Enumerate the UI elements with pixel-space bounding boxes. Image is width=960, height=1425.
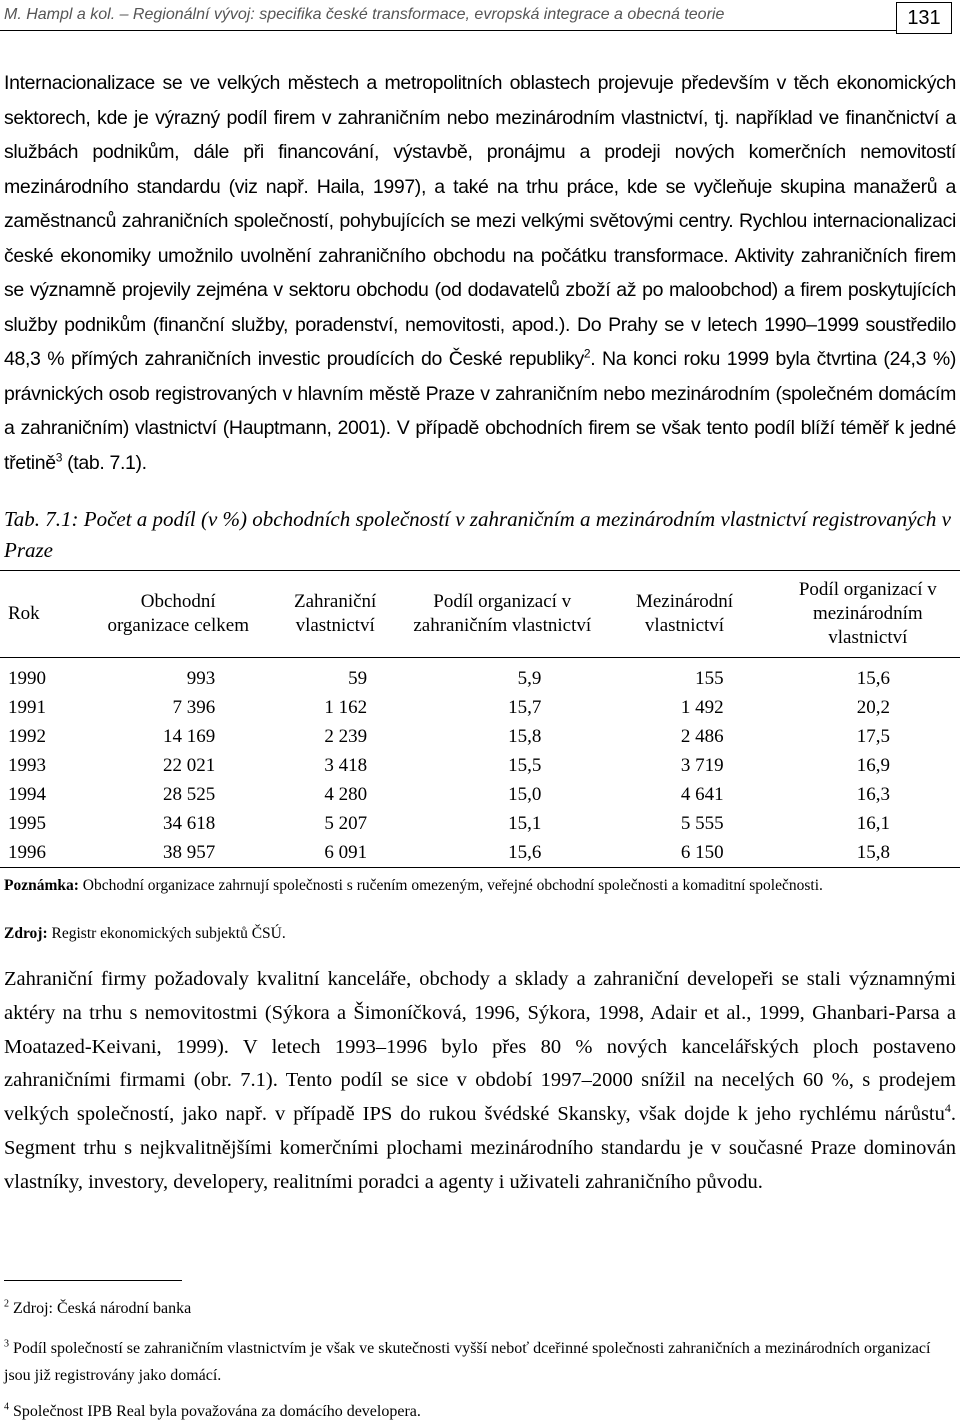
table-cell: 6 150	[593, 838, 775, 868]
table-note	[4, 874, 954, 898]
table-cell: 22 021	[162, 755, 216, 776]
note-text: Obchodní organizace zahrnují společnosti s ručením omezeným, veřejné obchodní společnosti a komaditní společnosti.	[78, 877, 823, 894]
footnote-text: Společnost IPB Real byla považována za domácího developera.	[9, 1403, 421, 1420]
footnote-number: 2	[4, 1298, 9, 1310]
table-cell: 1 492	[680, 697, 724, 718]
table-cell: 14 169	[162, 726, 216, 747]
source-label: Zdroj:	[4, 925, 48, 942]
table-cell: 4 641	[680, 784, 724, 805]
table-cell: 5,9	[517, 668, 542, 689]
table-cell: 16,3	[856, 784, 890, 805]
table-cell: 1 162	[324, 697, 368, 718]
table-cell: 20,2	[856, 697, 890, 718]
table-container	[0, 570, 960, 868]
column-header-year: Rok	[0, 571, 97, 658]
paragraph-text: Zahraniční firmy požadovaly kvalitní kanceláře, obchody a sklady a zahraniční developeři se stali významnými aktéry na trhu s nemovitostmi (Sýkora a Šimoníčková, 1996, Sýkora, 1998, Adair et al., 1999, Ghanbari-Parsa a Moatazed-Keivani, 1999). V letech 1993–1996 bylo přes 80 % nových kancelářských ploch postaveno zahraničními firmami (obr. 7.1). Tento podíl se sice v období 1997–2000 snížil na necelých 60 %, s prodejem velkých společností, jako např. v případě IPS do rukou švédské Skansky, však dojde k jeho rychlému nárůstu	[4, 968, 956, 1126]
footnote-2	[4, 1295, 954, 1322]
table-cell: 5 207	[324, 813, 368, 834]
table-header-row	[0, 571, 960, 658]
footnote-ref-4[interactable]: 4	[944, 1101, 951, 1116]
column-header-international: Mezinárodní vlastnictví	[593, 571, 775, 658]
table-cell: 16,9	[856, 755, 890, 776]
table-cell: 993	[186, 668, 216, 689]
footnote-number: 4	[4, 1401, 9, 1413]
table-cell: 5 555	[680, 813, 724, 834]
page-number: 131	[896, 2, 952, 34]
table-row	[0, 722, 960, 751]
column-header-total: Obchodní organizace celkem	[97, 571, 259, 658]
paragraph-text-continued: . Segment trhu s nejkvalitnějšími komerčními plochami mezinárodního standardu je v současné Praze dominován vlastníky, investory, developery, realitními poradci a agenty i uživateli zahraničního původu.	[4, 1103, 956, 1193]
table-cell: 28 525	[162, 784, 216, 805]
table-cell: 59	[348, 668, 368, 689]
source-text: Registr ekonomických subjektů ČSÚ.	[47, 925, 286, 942]
header-rule	[0, 30, 896, 31]
table-cell: 3 719	[680, 755, 724, 776]
table-cell: 16,1	[856, 813, 890, 834]
column-header-foreign: Zahraniční vlastnictví	[259, 571, 411, 658]
table-cell: 2 239	[324, 726, 368, 747]
table-cell: 1991	[8, 697, 46, 718]
table-row	[0, 780, 960, 809]
table-row	[0, 838, 960, 868]
table-row	[0, 658, 960, 694]
table-cell: 17,5	[856, 726, 890, 747]
data-table	[0, 570, 960, 868]
paragraph-text-continued: . Na konci roku 1999 byla čtvrtina (24,3 %) právnických osob registrovaných v hlavním městě Praze v zahraničním nebo mezinárodním (společném domácím a zahraničním) vlastnictví (Hauptmann, 2001). V případě obchodních firem se však tento podíl blíží téměř k jedné třetině	[4, 348, 956, 474]
running-header: M. Hampl a kol. – Regionální vývoj: specifika české transformace, evropská integrace a obecná teorie	[4, 6, 725, 23]
table-row	[0, 751, 960, 780]
table-cell: 15,0	[508, 784, 542, 805]
table-caption: Tab. 7.1: Počet a podíl (v %) obchodních společností v zahraničním a mezinárodním vlastnictví registrovaných v Praze	[4, 507, 951, 562]
table-cell: 1995	[8, 813, 46, 834]
table-cell: 1992	[8, 726, 46, 747]
table-cell: 6 091	[259, 838, 411, 868]
table-cell: 34 618	[162, 813, 216, 834]
table-source	[4, 922, 954, 946]
table-cell: 4 280	[324, 784, 368, 805]
footnote-text: Podíl společností se zahraničním vlastnictvím je však ve skutečnosti vyšší neboť dceřinné společnosti zahraničních a mezinárodních organizací jsou již registrovány jako domácí.	[4, 1340, 931, 1384]
table-cell: 15,8	[776, 838, 960, 868]
table-cell: 1990	[8, 668, 46, 689]
table-cell: 15,6	[411, 838, 593, 868]
footnote-3	[4, 1335, 954, 1389]
table-cell: 15,5	[508, 755, 542, 776]
footnote-number: 3	[4, 1338, 9, 1350]
footnote-ref-2[interactable]: 2	[583, 346, 591, 361]
paragraph-text: Internacionalizace se ve velkých městech a metropolitních oblastech projevuje především v těch ekonomických sektorech, kde je výrazný podíl firem v zahraničním nebo mezinárodním vlastnictví, tj. například ve finančnictví a službách podnikům, dále při financování, výstavbě, pronájmu a prodeji nových komerčních nemovitostí mezinárodního standardu (viz např. Haila, 1997), a také na trhu práce, kde se vyčleňuje skupina manažerů a zaměstnanců zahraničních společností, pohybujících se mezi velkými světovými centry. Rychlou internacionalizaci české ekonomiky umožnilo uvolnění zahraničního obchodu na počátku transformace. Aktivity zahraničních firem se významně projevily zejména v sektoru obchodu (od dodavatelů zboží až po maloobchod) a firem poskytujících služby podnikům (finanční služby, poradenství, nemovitosti, apod.). Do Prahy se v letech 1990–1999 soustředilo 48,3 % přímých zahraničních investic proudících do České republiky	[4, 72, 956, 370]
table-cell: 1996	[0, 838, 97, 868]
footnote-ref-3[interactable]: 3	[55, 450, 63, 464]
table-cell: 3 418	[324, 755, 368, 776]
table-cell: 1993	[8, 755, 46, 776]
column-header-international-share: Podíl organizací v mezinárodním vlastnictví	[776, 571, 960, 658]
footnote-text: Zdroj: Česká národní banka	[9, 1300, 192, 1317]
table-cell: 15,1	[508, 813, 542, 834]
column-header-foreign-share: Podíl organizací v zahraničním vlastnictví	[411, 571, 593, 658]
table-cell: 2 486	[680, 726, 724, 747]
table-cell: 38 957	[97, 838, 259, 868]
table-cell: 15,8	[508, 726, 542, 747]
table-cell: 1994	[8, 784, 46, 805]
paragraph-text-end: (tab. 7.1).	[62, 451, 147, 474]
table-cell: 15,6	[856, 668, 890, 689]
note-label: Poznámka:	[4, 877, 79, 894]
table-cell: 155	[695, 668, 724, 689]
paragraph-internationalization	[4, 66, 956, 480]
table-row	[0, 809, 960, 838]
footnote-separator	[4, 1280, 182, 1281]
table-cell: 15,7	[508, 697, 542, 718]
table-row	[0, 693, 960, 722]
paragraph-foreign-firms	[4, 963, 956, 1200]
table-cell: 7 396	[172, 697, 216, 718]
